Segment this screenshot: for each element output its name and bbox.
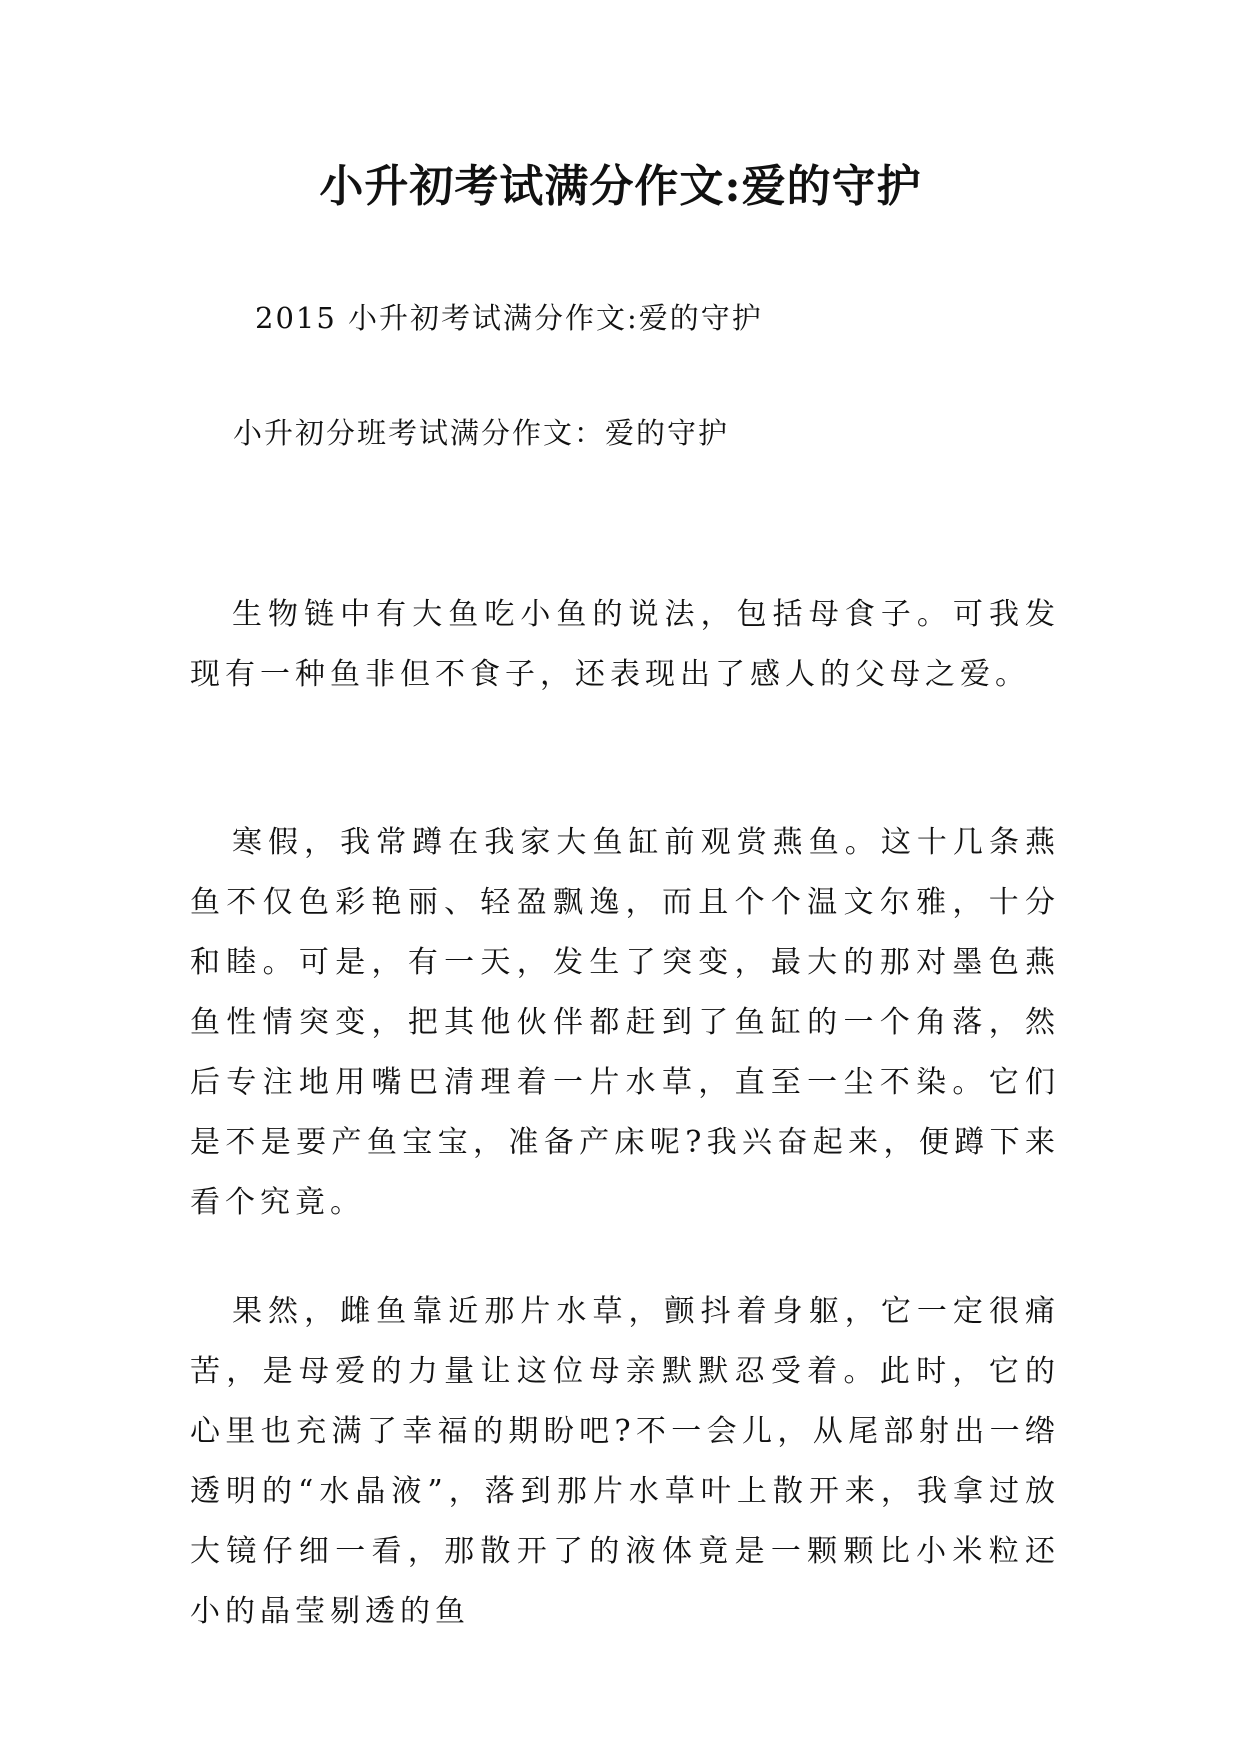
subtitle-2015: 2015 小升初考试满分作文:爱的守护 (255, 301, 763, 335)
paragraph-3: 果然，雌鱼靠近那片水草，颤抖着身躯，它一定很痛苦，是母爱的力量让这位母亲默默忍受着。此时，它的心里也充满了幸福的期盼吧?不一会儿，从尾部射出一绺透明的“水晶液”，落到那片水草叶上散开来，我拿过放大镜仔细一看，那散开了的液体竟是一颗颗比小米粒还小的晶莹剔透的鱼 (190, 1294, 1060, 1629)
paragraph-1: 生物链中有大鱼吃小鱼的说法，包括母食子。可我发现有一种鱼非但不食子，还表现出了感人的父母之爱。 (190, 597, 1060, 692)
document-title: 小升初考试满分作文:爱的守护 (319, 161, 922, 212)
paragraph-2: 寒假，我常蹲在我家大鱼缸前观赏燕鱼。这十几条燕鱼不仅色彩艳丽、轻盈飘逸，而且个个温文尔雅，十分和睦。可是，有一天，发生了突变，最大的那对墨色燕鱼性情突变，把其他伙伴都赶到了鱼缸的一个角落，然后专注地用嘴巴清理着一片水草，直至一尘不染。它们是不是要产鱼宝宝，准备产床呢?我兴奋起来，便蹲下来看个究竟。 (190, 825, 1060, 1220)
subtitle-class-exam: 小升初分班考试满分作文：爱的守护 (233, 416, 730, 450)
